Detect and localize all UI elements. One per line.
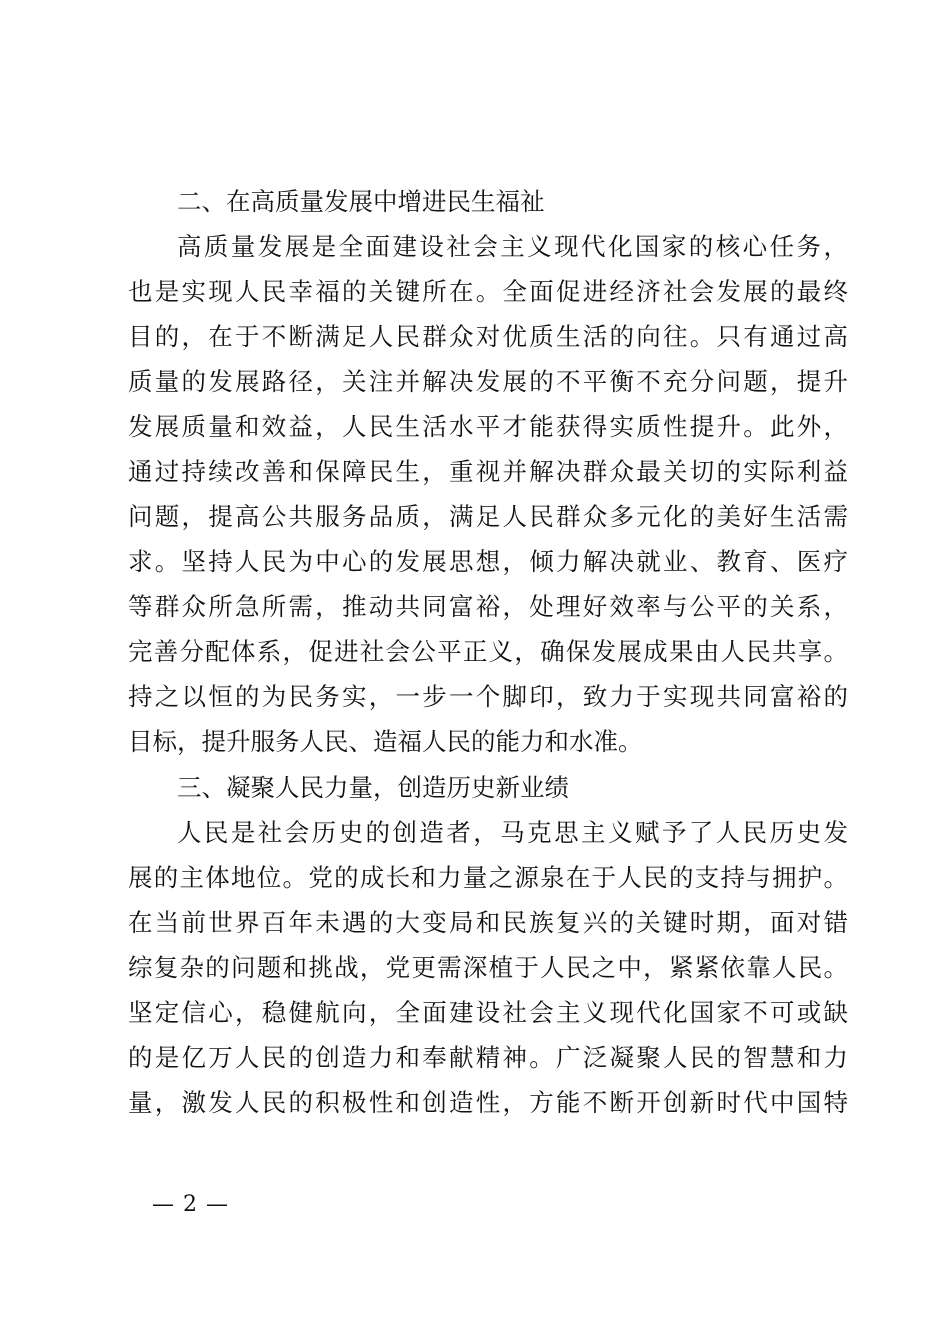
- paragraph-line: 在当前世界百年未遇的大变局和民族复兴的关键时期，面对错: [128, 908, 848, 937]
- section-heading-3: 三、凝聚人民力量，创造历史新业绩: [177, 773, 569, 802]
- paragraph-line: 也是实现人民幸福的关键所在。全面促进经济社会发展的最终: [128, 277, 848, 306]
- paragraph-line: 持之以恒的为民务实，一步一个脚印，致力于实现共同富裕的: [128, 682, 848, 711]
- paragraph-line: 发展质量和效益，人民生活水平才能获得实质性提升。此外，: [128, 412, 848, 441]
- paragraph-line: 完善分配体系，促进社会公平正义，确保发展成果由人民共享。: [128, 637, 848, 666]
- paragraph-line: 坚定信心，稳健航向，全面建设社会主义现代化国家不可或缺: [128, 998, 848, 1027]
- paragraph-line: 通过持续改善和保障民生，重视并解决群众最关切的实际利益: [128, 457, 848, 486]
- paragraph-line: 目的，在于不断满足人民群众对优质生活的向往。只有通过高: [128, 322, 848, 351]
- page-number: — 2 —: [152, 1192, 229, 1217]
- paragraph-line: 求。坚持人民为中心的发展思想，倾力解决就业、教育、医疗: [128, 547, 848, 576]
- paragraph-line: 质量的发展路径，关注并解决发展的不平衡不充分问题，提升: [128, 367, 848, 396]
- paragraph-line: 综复杂的问题和挑战，党更需深植于人民之中，紧紧依靠人民。: [128, 953, 848, 982]
- paragraph-line: 人民是社会历史的创造者，马克思主义赋予了人民历史发: [177, 818, 848, 847]
- paragraph-line: 量，激发人民的积极性和创造性，方能不断开创新时代中国特: [128, 1088, 848, 1117]
- paragraph-line: 展的主体地位。党的成长和力量之源泉在于人民的支持与拥护。: [128, 863, 848, 892]
- section-heading-2: 二、在高质量发展中增进民生福祉: [177, 187, 545, 216]
- paragraph-line: 问题，提高公共服务品质，满足人民群众多元化的美好生活需: [128, 502, 848, 531]
- paragraph-line: 高质量发展是全面建设社会主义现代化国家的核心任务，: [177, 232, 848, 261]
- paragraph-line: 目标，提升服务人民、造福人民的能力和水准。: [128, 727, 643, 756]
- paragraph-line: 等群众所急所需，推动共同富裕，处理好效率与公平的关系，: [128, 592, 848, 621]
- paragraph-line: 的是亿万人民的创造力和奉献精神。广泛凝聚人民的智慧和力: [128, 1043, 848, 1072]
